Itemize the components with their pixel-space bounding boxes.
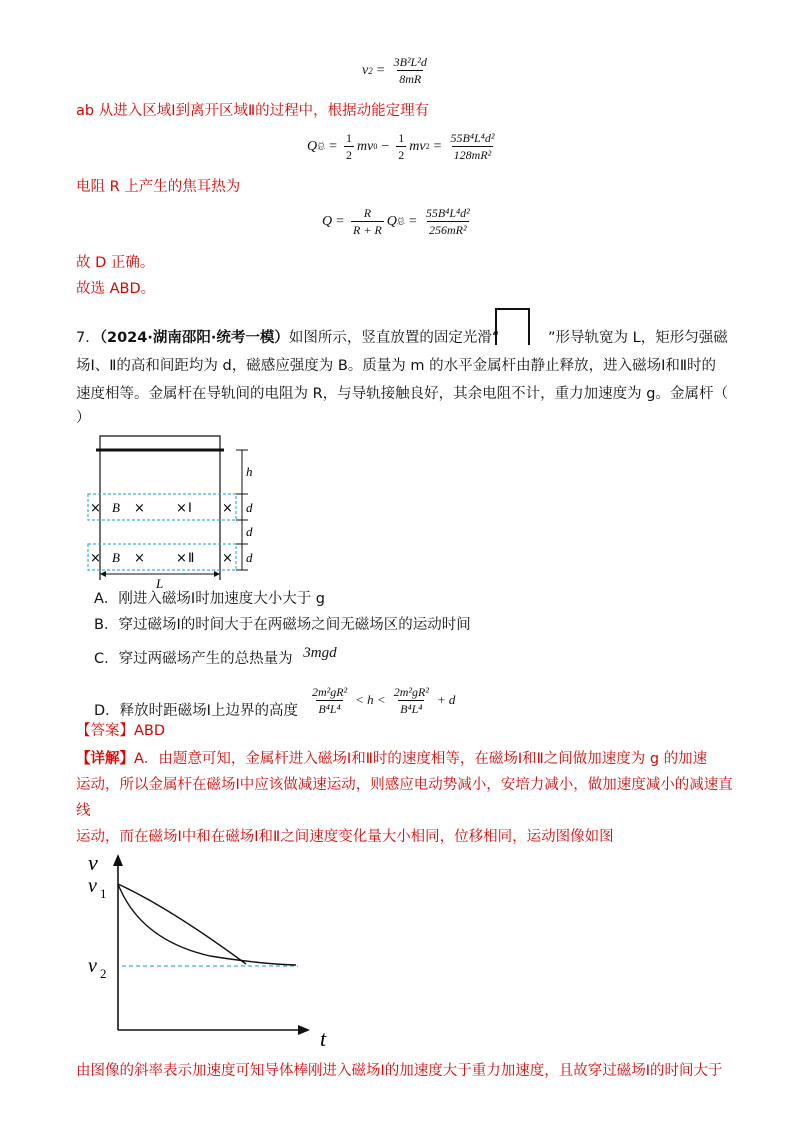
- option-d-plus: + d: [436, 692, 456, 707]
- cross-6: ×: [134, 551, 145, 566]
- eq1-equals: =: [376, 62, 385, 78]
- option-c-value: 3mgd: [303, 645, 337, 661]
- cross-1: ×: [90, 501, 101, 516]
- q7-line1b: ”形导轨宽为 L，矩形匀强磁: [548, 330, 728, 346]
- eq3-ratio-den: R + R: [353, 223, 382, 237]
- label-B-1: B: [112, 500, 120, 515]
- line-select: 故选 ABD。: [76, 281, 156, 297]
- option-d-frac-1: [310, 684, 349, 717]
- eq2-minus: −: [381, 138, 390, 154]
- eq3-equals: =: [336, 213, 345, 229]
- option-d-text: D．释放时距磁场Ⅰ上边界的高度: [94, 703, 298, 719]
- equation-v2: [362, 54, 432, 87]
- figure-v-t-graph: [80, 848, 350, 1048]
- option-d-mid: < h <: [355, 692, 386, 707]
- option-d-frac-2-den: B⁴L⁴: [400, 701, 423, 716]
- label-I: Ⅰ: [188, 500, 192, 515]
- eq2-lhs: Q: [307, 138, 318, 154]
- answer: 【答案】ABD: [76, 723, 166, 739]
- eq2-equals: =: [329, 138, 338, 154]
- eq3-equals-2: =: [408, 213, 417, 229]
- eq2-result-den: 128mR²: [453, 148, 492, 162]
- label-v2-sub: 2: [100, 966, 107, 981]
- label-d-1: d: [246, 500, 253, 515]
- option-d-frac-2: [392, 684, 431, 717]
- detail-label: 【详解】: [76, 751, 134, 767]
- line-heat: 电阻 R 上产生的焦耳热为: [76, 179, 241, 195]
- option-c-text: C．穿过两磁场产生的总热量为: [94, 651, 293, 667]
- eq3-lhs: Q: [322, 213, 333, 229]
- label-v1: v: [88, 875, 97, 897]
- detail-line2: 运动，所以金属杆在磁场Ⅰ中应该做减速运动，则感应电动势减小，安培力减小，做加速度减小的减速直: [76, 777, 733, 793]
- detail-line1: [76, 748, 707, 770]
- option-c: [94, 645, 337, 670]
- q7-line1: [76, 327, 499, 349]
- line-d-correct: 故 D 正确。: [76, 255, 155, 271]
- detail-line3: 线: [76, 803, 91, 819]
- eq2-equals-2: =: [433, 138, 442, 154]
- eq3-result-num: 55B⁴L⁴d²: [425, 206, 470, 220]
- line-ab: ab 从进入区域Ⅰ到离开区域Ⅱ的过程中，根据动能定理有: [76, 103, 430, 119]
- cross-4: ×: [222, 501, 233, 516]
- q7-number: 7．: [76, 330, 100, 346]
- q7-line4: ）: [76, 410, 91, 426]
- cross-5: ×: [90, 551, 101, 566]
- eq2-result-num: 55B⁴L⁴d²: [450, 131, 495, 145]
- option-d: [94, 678, 455, 722]
- eq3-result-den: 256mR²: [429, 223, 467, 237]
- label-B-2: B: [112, 550, 120, 565]
- field-region-1: [88, 494, 236, 520]
- eq2-half-1: [344, 130, 354, 163]
- cross-3: ×: [176, 501, 187, 516]
- eq2-mv2-sub: 2: [425, 142, 430, 151]
- eq2-half-2-den: 2: [398, 148, 405, 162]
- eq1-den: 8mR: [399, 72, 422, 86]
- option-d-frac-1-num: 2m²gR²: [311, 684, 348, 699]
- option-d-frac-1-den: B⁴L⁴: [318, 701, 341, 716]
- eq1-sub: 2: [368, 65, 373, 76]
- eq2-half-2-num: 1: [398, 131, 405, 145]
- label-t: t: [320, 1026, 327, 1048]
- eq2-half-1-num: 1: [346, 131, 353, 145]
- eq3-result: [424, 205, 472, 238]
- label-v: v: [88, 850, 98, 875]
- eq1-lhs: v: [362, 62, 369, 78]
- figure-rails-fields: [80, 430, 280, 590]
- field-region-2: [88, 544, 236, 570]
- detail-l1: A．由题意可知，金属杆进入磁场Ⅰ和Ⅱ时的速度相等，在磁场Ⅰ和Ⅱ之间做加速度为 g 的加速: [134, 751, 708, 767]
- rail-shape-icon: [493, 305, 533, 345]
- q7-source: （2024·湖南邵阳·统考一模）: [99, 330, 289, 346]
- label-L: L: [156, 576, 164, 590]
- label-d-2: d: [246, 524, 253, 539]
- eq3-q: Q: [386, 213, 397, 229]
- eq2-mv2: mv: [409, 138, 426, 154]
- equation-q: [322, 205, 475, 238]
- label-h: h: [246, 464, 253, 479]
- eq3-qsub: 总: [396, 217, 405, 226]
- eq1-fraction: [392, 54, 429, 87]
- eq3-ratio: [351, 205, 384, 238]
- option-a: A．刚进入磁场Ⅰ时加速度大小大于 g: [94, 591, 326, 607]
- label-d-3: d: [246, 550, 253, 565]
- cross-8: ×: [222, 551, 233, 566]
- eq3-ratio-num: R: [363, 206, 372, 220]
- eq2-result: [449, 130, 497, 163]
- eq2-mv0-sub: 0: [373, 142, 378, 151]
- eq2-mv0: mv: [357, 138, 374, 154]
- label-II: Ⅱ: [188, 550, 195, 565]
- option-d-frac-2-num: 2m²gR²: [393, 684, 429, 699]
- curve-line: [118, 884, 246, 964]
- eq2-sub: 总: [317, 142, 326, 151]
- cross-7: ×: [176, 551, 187, 566]
- curve-decelerating: [118, 884, 296, 965]
- eq1-num: 3B²L²d: [393, 55, 427, 69]
- equation-q-total: [307, 130, 499, 163]
- eq2-half-1-den: 2: [346, 148, 353, 162]
- option-b: B．穿过磁场Ⅰ的时间大于在两磁场之间无磁场区的运动时间: [94, 617, 471, 633]
- eq2-half-2: [396, 130, 406, 163]
- label-v2: v: [88, 955, 97, 977]
- detail-last-line: 由图像的斜率表示加速度可知导体棒刚进入磁场Ⅰ的加速度大于重力加速度，且故穿过磁场Ⅰ的时间大于: [76, 1063, 723, 1079]
- detail-line4: 运动，而在磁场Ⅰ中和在磁场Ⅰ和Ⅱ之间速度变化量大小相同，位移相同，运动图像如图: [76, 829, 614, 845]
- cross-2: ×: [134, 501, 145, 516]
- label-v1-sub: 1: [100, 886, 107, 901]
- q7-line1a: 如图所示，竖直放置的固定光滑“: [288, 330, 500, 346]
- q7-line3: 速度相等。金属杆在导轨间的电阻为 R，与导轨接触良好，其余电阻不计，重力加速度为 g。金属杆（: [76, 386, 728, 402]
- q7-line2: 场Ⅰ、Ⅱ的高和间距均为 d，磁感应强度为 B。质量为 m 的水平金属杆由静止释放，进入磁场Ⅰ和Ⅱ时的: [76, 358, 717, 374]
